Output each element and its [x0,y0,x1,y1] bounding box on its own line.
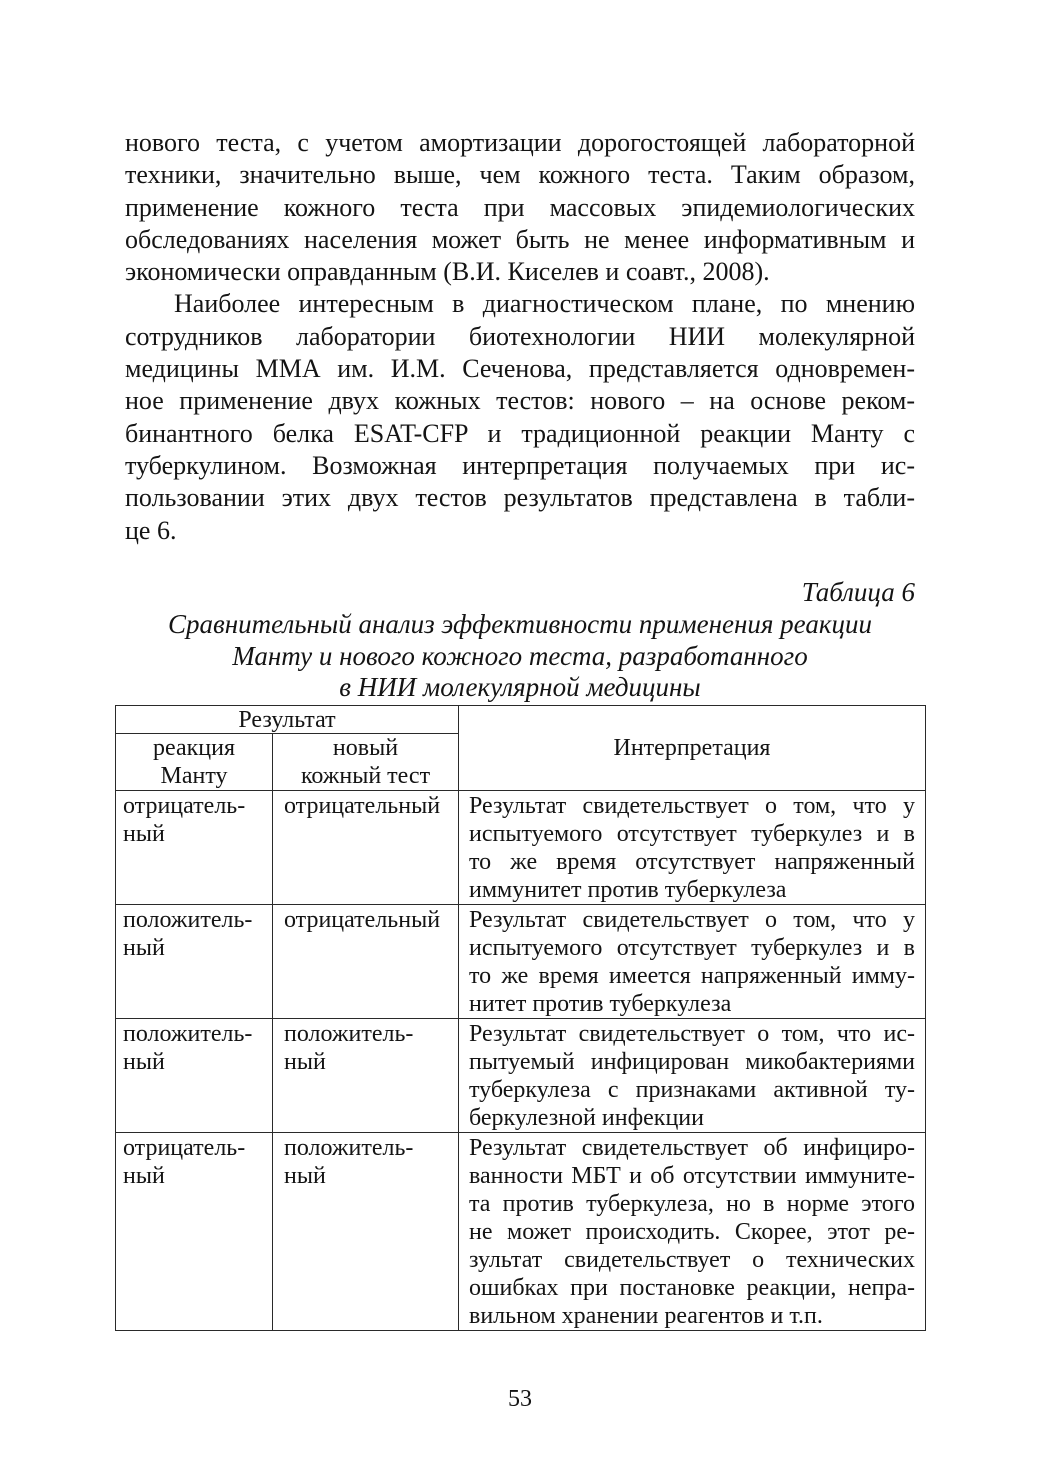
text-line: обследованиях населения может быть не менее информативным и [125,224,915,254]
cell-new-test [273,791,459,905]
table-caption [100,609,940,704]
text-line: пользовании этих двух тестов результатов представлена в табли- [125,483,915,513]
text-line: це 6. [125,515,177,545]
caption-line: Сравнительный анализ эффективности применения реакции [168,609,872,639]
cell-line: отрицатель- [123,793,246,819]
text-line: нового теста, с учетом амортизации дорогостоящей лабораторной [125,128,915,157]
text-line: ное применение двух кожных тестов: нового – на основе реком- [125,386,915,416]
cell-line: положитель- [284,1135,414,1161]
cell-line: ошибках при постановке реакции, непра- [469,1275,915,1301]
paragraph [125,127,915,288]
cell-line: иммунитет против туберкулеза [469,877,787,903]
text-line: медицины ММА им. И.М. Сеченова, представляется одновремен- [125,354,915,384]
cell-line: беркулезной инфекции [469,1105,704,1131]
header-line: кожный тест [300,763,431,789]
header-line: реакция [153,735,235,761]
cell-line: ный [123,1163,165,1189]
cell-line: ный [123,1049,165,1075]
cell-line: то же время имеется напряженный имму- [469,963,915,989]
cell-line: положитель- [123,1021,253,1047]
cell-line: ный [284,1049,326,1075]
cell-manto [116,791,273,905]
cell-line: нитет против туберкулеза [469,991,732,1017]
text-line: бинантного белка ESAT-CFP и традиционной реакции Манту с [125,418,915,448]
cell-new-test [273,1019,459,1133]
header-new-test [273,734,459,791]
cell-interpretation [459,791,926,905]
cell-manto [116,1019,273,1133]
cell-line: положитель- [284,1021,414,1047]
cell-line: испытуемого отсутствует туберкулез и в [469,935,915,961]
caption-line: в НИИ молекулярной медицины [339,672,701,702]
header-interpretation [459,706,926,791]
cell-new-test [273,1133,459,1331]
body-text [125,127,915,547]
page-number: 53 [508,1386,532,1412]
header-manto [116,734,273,791]
cell-manto [116,1133,273,1331]
text-line: применение кожного теста при массовых эпидемиологических [125,192,915,222]
cell-new-test [273,905,459,1019]
cell-line: зультат свидетельствует о технических [469,1247,915,1273]
table-row [116,791,926,905]
header-interpretation-label: Интерпретация [613,735,771,761]
header-result [116,706,459,734]
table-label: Таблица 6 [801,577,915,607]
cell-line: туберкулеза с признаками активной ту- [469,1077,915,1103]
cell-line: испытуемого отсутствует туберкулез и в [469,821,915,847]
cell-line: Результат свидетельствует об инфициро- [469,1135,915,1161]
cell-interpretation [459,1133,926,1331]
cell-line: ный [123,821,165,847]
text-line: техники, значительно выше, чем кожного теста. Таким образом, [125,160,915,190]
caption-line: Манту и нового кожного теста, разработанного [232,640,808,671]
paragraph [125,288,915,546]
results-table [115,705,926,1331]
cell-line: ный [123,935,165,961]
table-header-row [116,706,926,734]
cell-line: ванности МБТ и об отсутствии иммуните- [469,1163,915,1189]
table-row [116,1133,926,1331]
header-line: новый [332,735,399,761]
text-line: Наиболее интересным в диагностическом плане, по мнению [174,289,915,319]
text-line: сотрудников лаборатории биотехнологии НИИ молекулярной [125,321,915,351]
cell-interpretation [459,1019,926,1133]
header-line: Манту [160,763,228,789]
cell-line: не может происходить. Скорее, этот ре- [469,1219,915,1245]
cell-line: ный [284,1163,326,1189]
header-result-label: Результат [238,706,336,733]
cell-line: Результат свидетельствует о том, что у [469,907,915,933]
table-row [116,905,926,1019]
cell-manto [116,905,273,1019]
cell-line: та против туберкулеза, но в норме этого [469,1191,915,1217]
cell-line: положитель- [123,907,253,933]
cell-line: пытуемый инфицирован микобактериями [469,1049,915,1075]
text-line: туберкулином. Возможная интерпретация получаемых при ис- [125,450,915,480]
cell-line: отрицатель- [123,1135,246,1161]
text-line: экономически оправданным (В.И. Киселев и соавт., 2008). [125,257,770,287]
table-row [116,1019,926,1133]
cell-interpretation [459,905,926,1019]
cell-line: отрицательный [284,793,441,819]
cell-line: то же время отсутствует напряженный [469,849,915,875]
cell-line: вильном хранении реагентов и т.п. [469,1303,823,1329]
cell-line: Результат свидетельствует о том, что у [469,793,915,819]
cell-line: Результат свидетельствует о том, что ис- [469,1021,915,1047]
cell-line: отрицательный [284,907,441,933]
